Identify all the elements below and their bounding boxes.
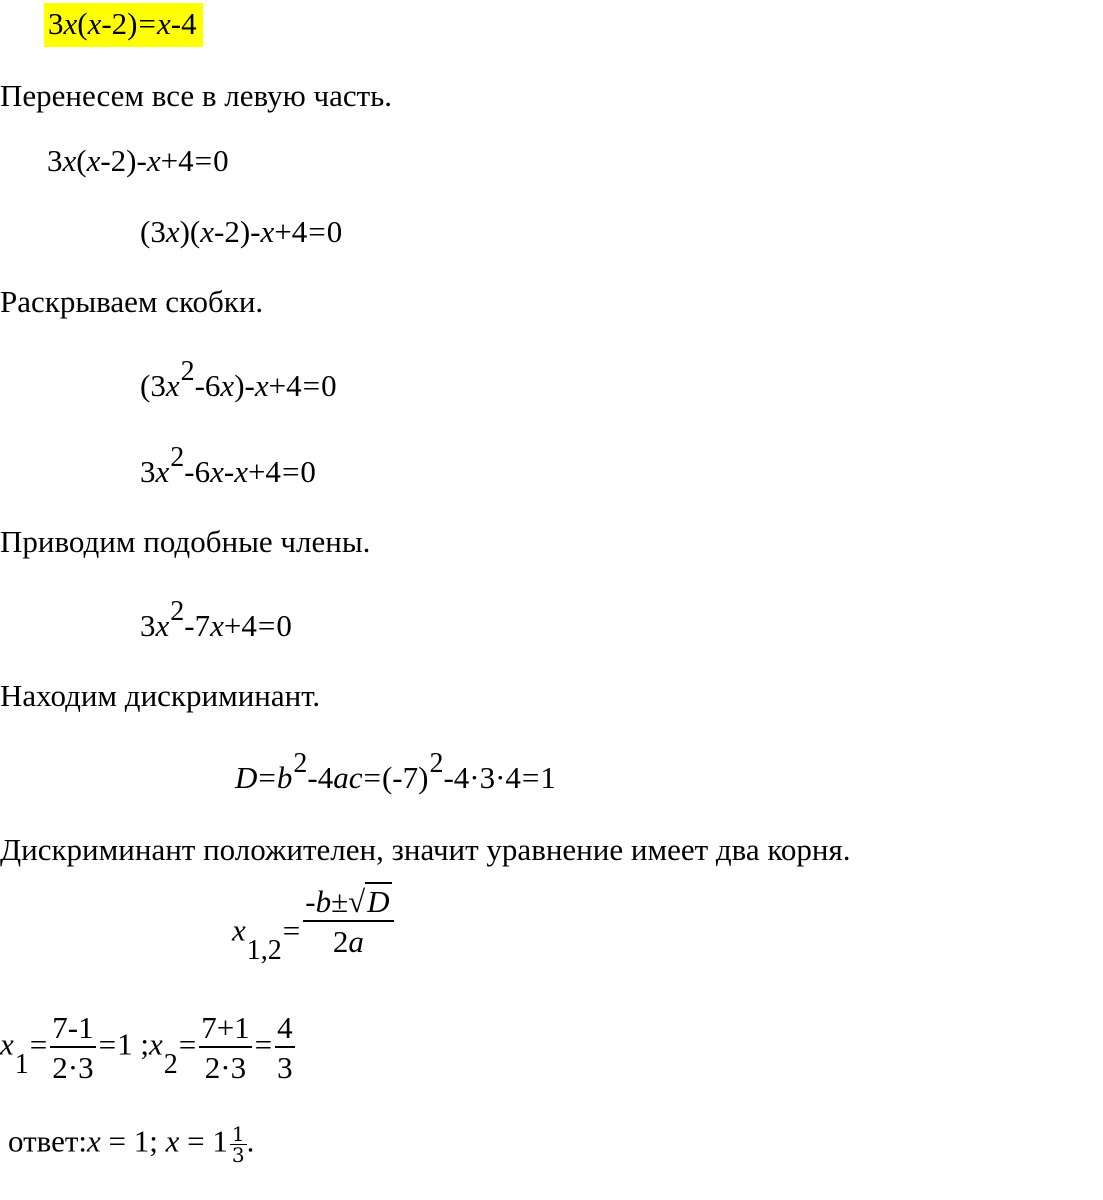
equation-step-2: (3x)(x-2)-x+4=0	[140, 214, 343, 249]
equation-root-formula: $x_{1,2}=$ $\frac{-b\pm√D}{2a}$	[232, 898, 396, 969]
step-text-two-roots: Дискриминант положителен, значит уравнение имеет два корня.	[0, 832, 851, 867]
step-text-expand: Раскрываем скобки.	[0, 284, 264, 319]
equation-roots: $x_1=$ $\frac{7-1}{2\cdot 3}$ =1 $;x_2=$ $\frac{7+1}{2\cdot 3}$ = $\frac{4}{3}$	[0, 1010, 293, 1085]
answer-line: ответ:x = 1; x = 1 $\frac{1}{3}$ .	[8, 1122, 255, 1167]
equation-step-4: $3x^2-6x-x+4=0$	[140, 442, 316, 489]
step-text-move-left: Перенесем все в левую часть.	[0, 78, 393, 113]
step-text-combine: Приводим подобные члены.	[0, 524, 371, 559]
highlight: 3x(x-2)=x-4	[44, 3, 203, 47]
equation-step-3: $(3x^2-6x)-x+4=0$	[140, 356, 337, 403]
answer-label: ответ:	[8, 1123, 88, 1159]
step-text-discriminant: Находим дискриминант.	[0, 678, 321, 713]
equation-step-5: $3x^2-7x+4=0$	[140, 596, 292, 643]
equation-original	[44, 8, 203, 39]
equation-discriminant: $D=b^2-4ac=(-7)^2-4\cdot 3\cdot 4=1$	[235, 748, 556, 795]
equation-step-1: 3x(x-2)-x+4=0	[47, 143, 229, 178]
